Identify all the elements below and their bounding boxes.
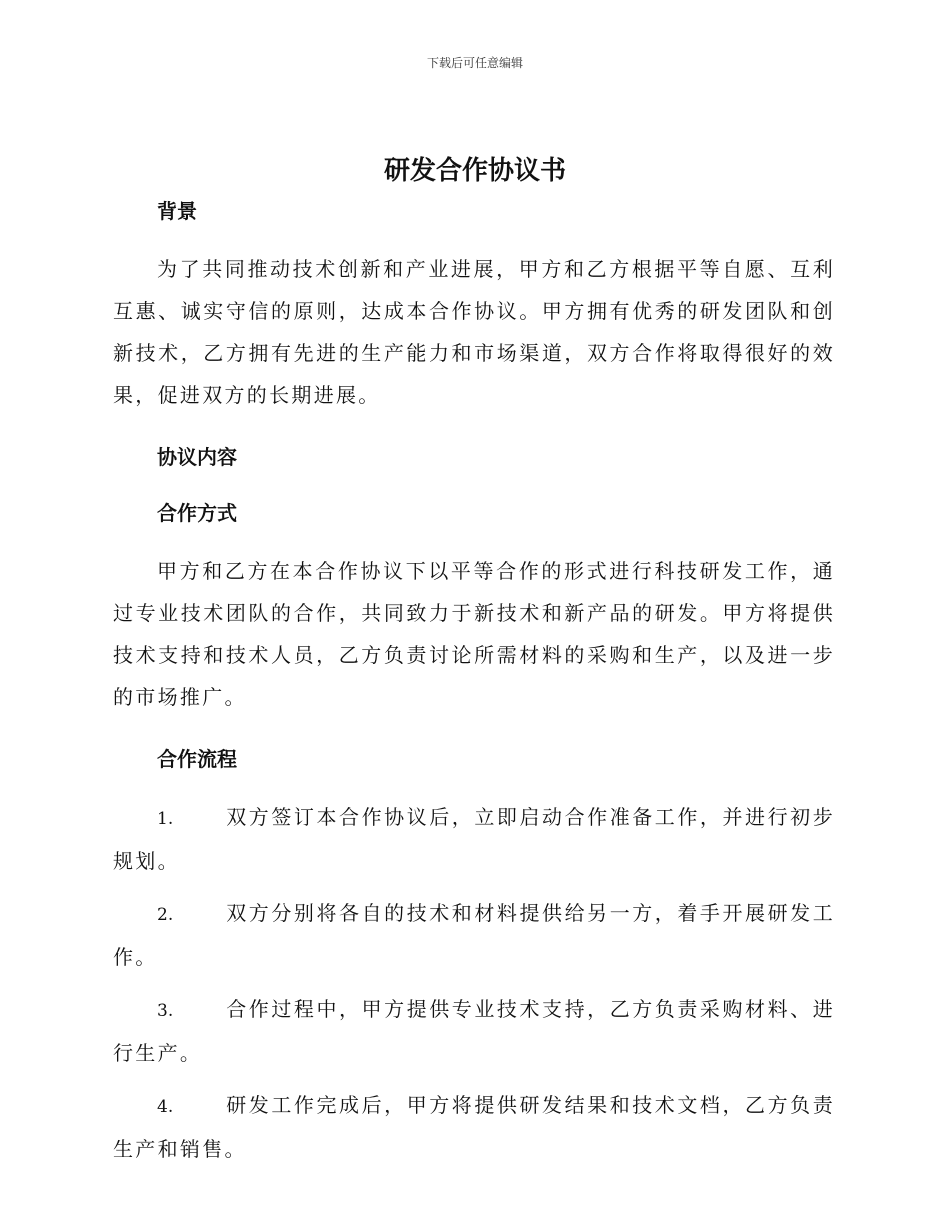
section-heading-content: 协议内容: [157, 445, 237, 469]
document-body: [113, 192, 835, 1170]
list-item: [113, 892, 835, 978]
process-list: [113, 796, 835, 1170]
list-item-number: 4.: [157, 1097, 174, 1117]
section-heading-mode: 合作方式: [157, 501, 237, 525]
background-paragraph: 为了共同推动技术创新和产业进展，甲方和乙方根据平等自愿、互利互惠、诚实守信的原则，达成本合作协议。甲方拥有优秀的研发团队和创新技术，乙方拥有先进的生产能力和市场渠道，双方合作将取得很好的效果，促进双方的长期进展。: [113, 257, 835, 407]
list-item-number: 2.: [157, 905, 174, 925]
section-heading-background: 背景: [157, 199, 197, 223]
header-note: 下载后可任意编辑: [426, 56, 523, 70]
list-item: [113, 796, 835, 882]
list-item: [113, 1084, 835, 1170]
list-item-text: 合作过程中，甲方提供专业技术支持，乙方负责采购材料、进行生产。: [113, 997, 835, 1065]
list-item-text: 双方分别将各自的技术和材料提供给另一方，着手开展研发工作。: [113, 901, 835, 969]
section-heading-process: 合作流程: [157, 747, 237, 771]
document-title: 研发合作协议书: [383, 156, 566, 186]
mode-paragraph: 甲方和乙方在本合作协议下以平等合作的形式进行科技研发工作，通过专业技术团队的合作，共同致力于新技术和新产品的研发。甲方将提供技术支持和技术人员，乙方负责讨论所需材料的采购和生产，以及进一步的市场推广。: [113, 559, 835, 709]
list-item-number: 3.: [157, 1001, 174, 1021]
list-item-text: 双方签订本合作协议后，立即启动合作准备工作，并进行初步规划。: [113, 805, 835, 873]
list-item: [113, 988, 835, 1074]
list-item-number: 1.: [157, 809, 174, 829]
list-item-text: 研发工作完成后，甲方将提供研发结果和技术文档，乙方负责生产和销售。: [113, 1093, 835, 1161]
